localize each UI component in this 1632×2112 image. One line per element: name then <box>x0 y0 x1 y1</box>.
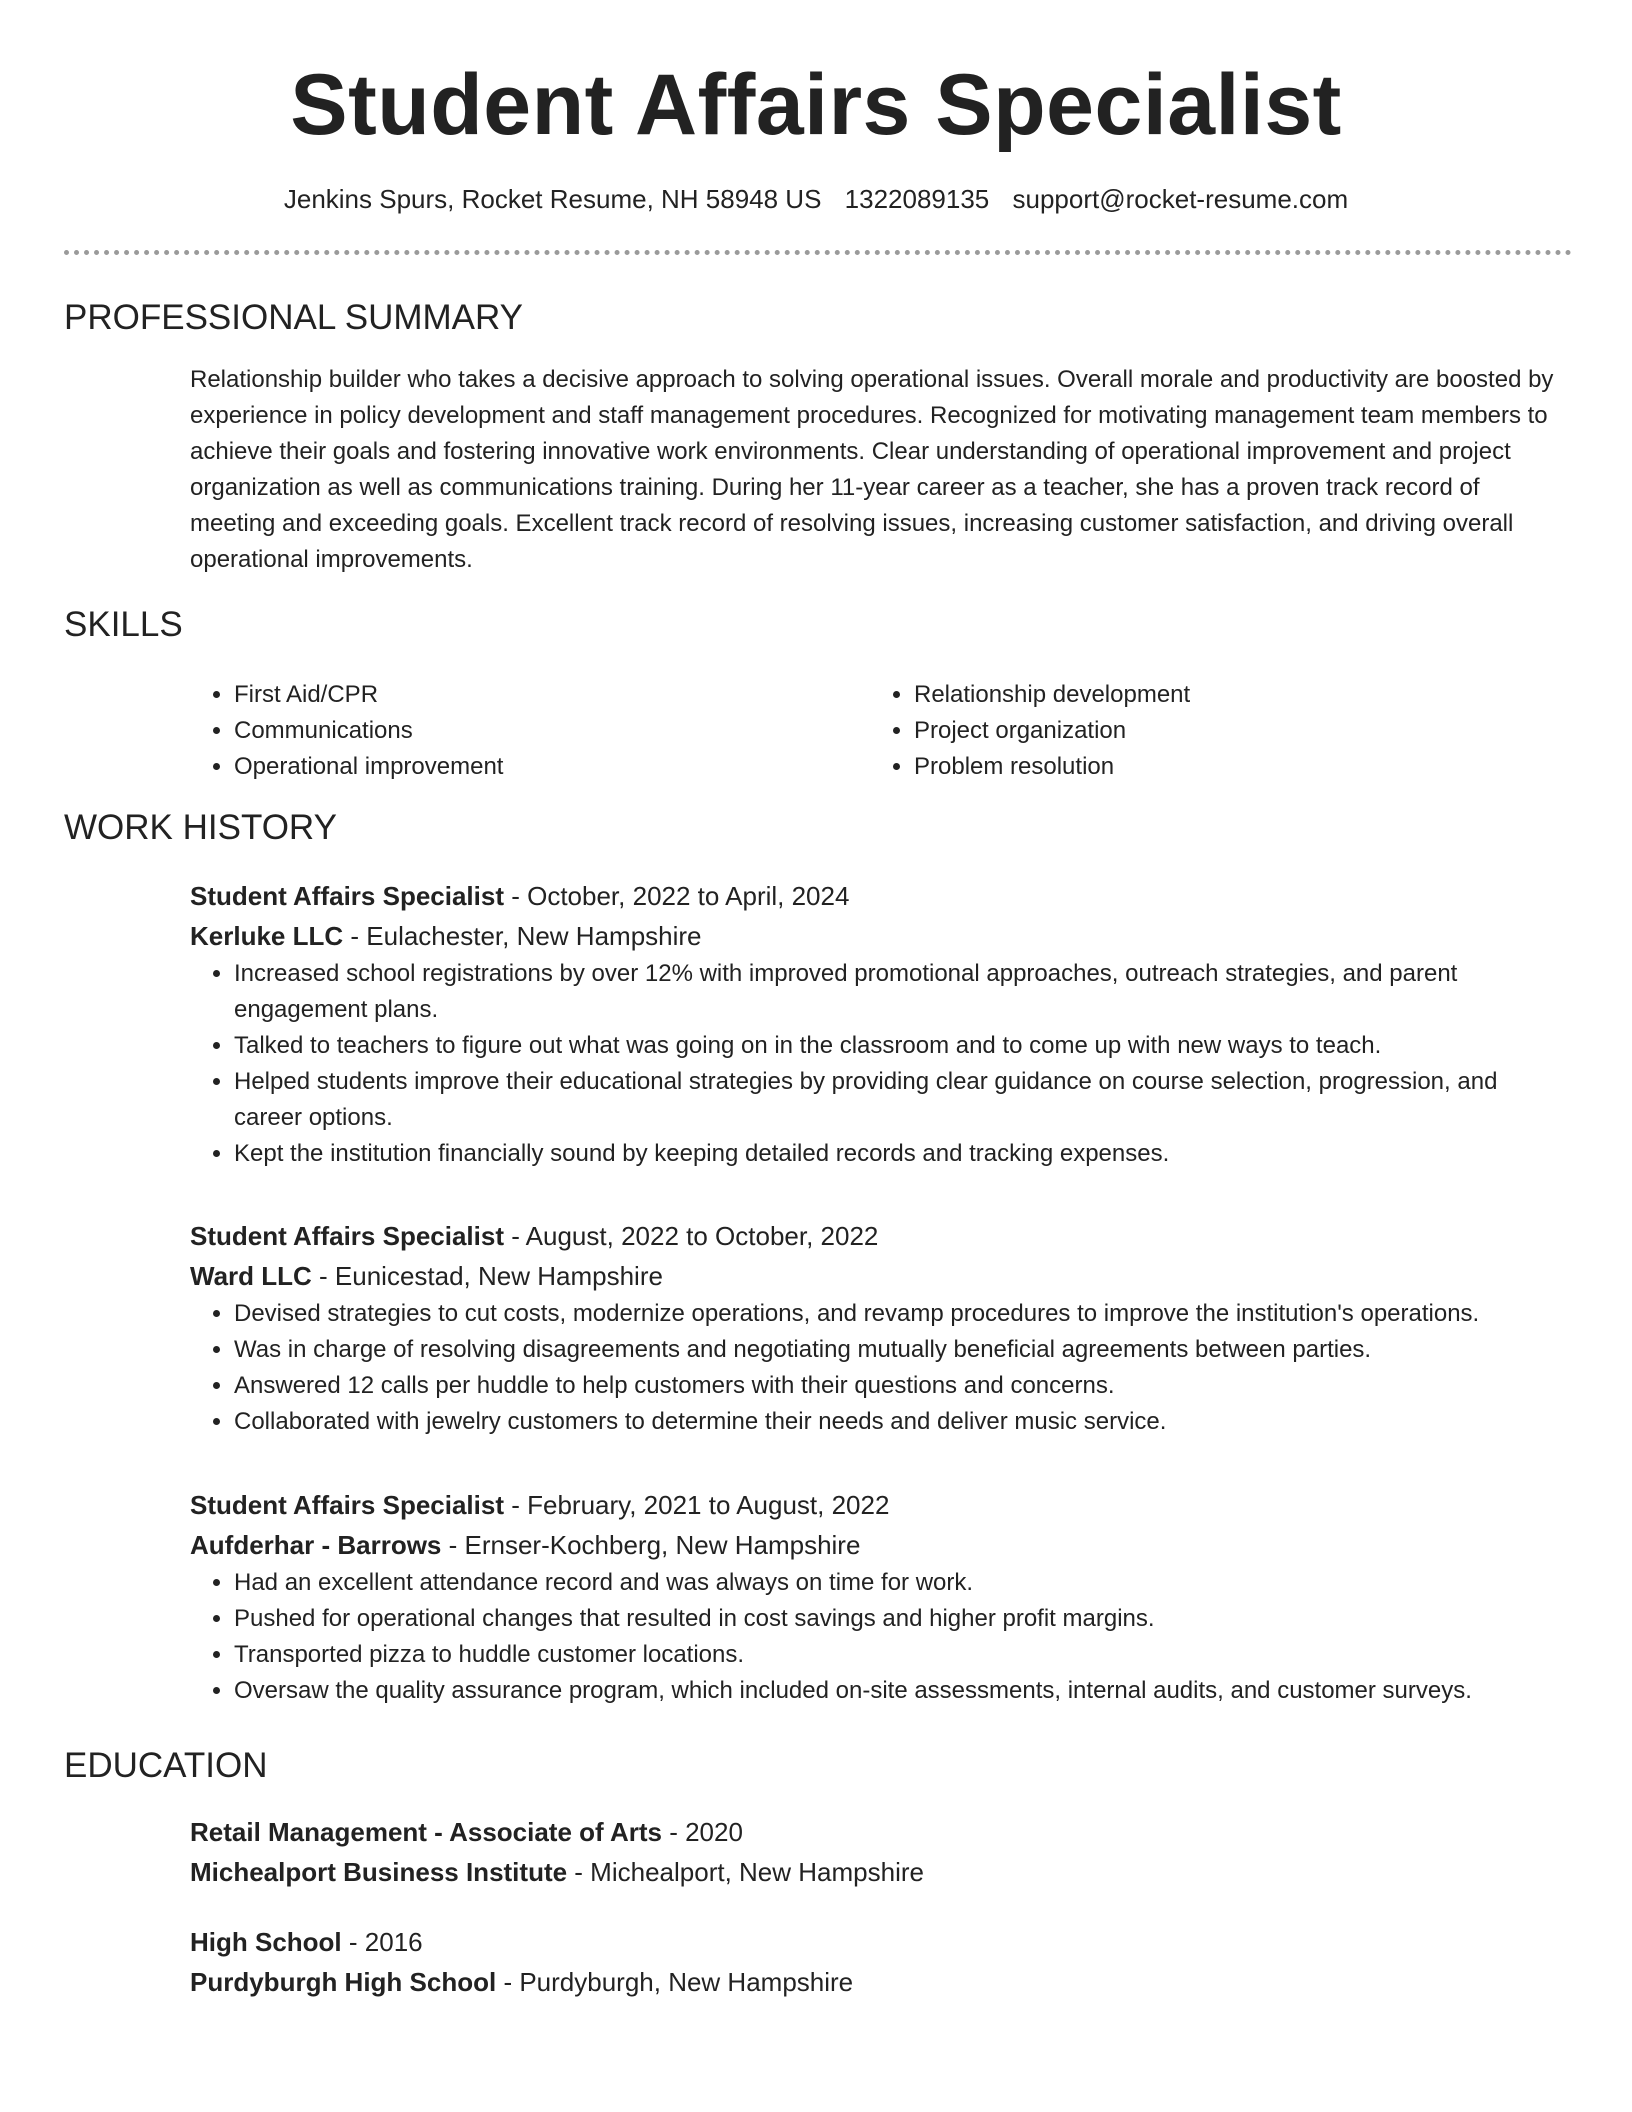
job-bullet: • Devised strategies to cut costs, modernize operations, and revamp procedures to improve the institution's operations. <box>234 1296 1560 1332</box>
job-location: - Eulachester, New Hampshire <box>343 921 702 951</box>
job-entry <box>190 1485 1560 1709</box>
job-bullets <box>190 956 1560 1172</box>
job-dates: - October, 2022 to April, 2024 <box>504 881 850 911</box>
job-bullet: • Transported pizza to huddle customer locations. <box>234 1637 1560 1673</box>
job-location: - Ernser-Kochberg, New Hampshire <box>441 1530 861 1560</box>
skills-column-left <box>190 677 830 785</box>
summary-text: Relationship builder who takes a decisive approach to solving operational issues. Overall morale and productivity are boosted by experience in policy development and staff management procedures. Recognized for motivating management team members to achieve their goals and fostering innovative work environments. Clear understanding of operational improvement and project organization as well as communications training. During her 11-year career as a teacher, she has a proven track record of meeting and exceeding goals. Excellent track record of resolving issues, increasing customer satisfaction, and driving overall operational improvements. <box>190 366 1554 573</box>
skill-item: • Operational improvement <box>234 749 830 785</box>
job-bullets <box>190 1565 1560 1709</box>
job-bullet: • Oversaw the quality assurance program, which included on-site assessments, internal audits, and customer surveys. <box>234 1673 1560 1709</box>
job-role: Student Affairs Specialist <box>190 1221 504 1251</box>
job-company-line <box>190 916 1560 956</box>
section-title-skills: SKILLS <box>64 605 183 644</box>
education-degree: Retail Management - Associate of Arts <box>190 1817 662 1847</box>
skill-item: • First Aid/CPR <box>234 677 830 713</box>
education-year: - 2020 <box>661 1817 743 1847</box>
header-divider <box>64 250 1572 255</box>
job-title-line <box>190 1216 1560 1256</box>
job-bullet: • Had an excellent attendance record and was always on time for work. <box>234 1565 1560 1601</box>
education-school: Purdyburgh High School <box>190 1967 497 1997</box>
education-location: - Michealport, New Hampshire <box>567 1857 924 1887</box>
skills-column-right <box>870 677 1510 785</box>
contact-email[interactable]: support@rocket-resume.com <box>1012 184 1349 214</box>
education-entry <box>190 1812 1560 1892</box>
job-role: Student Affairs Specialist <box>190 881 504 911</box>
job-entry <box>190 1216 1560 1440</box>
job-entry <box>190 876 1560 1172</box>
skill-item: • Communications <box>234 713 830 749</box>
job-bullet: • Answered 12 calls per huddle to help customers with their questions and concerns. <box>234 1368 1560 1404</box>
job-title-line <box>190 876 1560 916</box>
contact-line <box>0 182 1632 216</box>
job-company: Kerluke LLC <box>190 921 344 951</box>
skill-item: • Relationship development <box>914 677 1510 713</box>
job-location: - Eunicestad, New Hampshire <box>311 1261 663 1291</box>
skill-item: • Project organization <box>914 713 1510 749</box>
education-location: - Purdyburgh, New Hampshire <box>496 1967 854 1997</box>
job-bullets <box>190 1296 1560 1440</box>
candidate-name: Student Affairs Specialist <box>290 57 1342 153</box>
education-degree-line <box>190 1812 1560 1852</box>
job-dates: - August, 2022 to October, 2022 <box>504 1221 879 1251</box>
job-company-line <box>190 1256 1560 1296</box>
job-dates: - February, 2021 to August, 2022 <box>504 1490 890 1520</box>
section-title-summary: PROFESSIONAL SUMMARY <box>64 298 523 337</box>
education-degree-line <box>190 1922 1560 1962</box>
job-company: Aufderhar - Barrows <box>190 1530 442 1560</box>
contact-address: Jenkins Spurs, Rocket Resume, NH 58948 US <box>283 184 822 214</box>
job-bullet: • Talked to teachers to figure out what was going on in the classroom and to come up with new ways to teach. <box>234 1028 1560 1064</box>
section-title-education: EDUCATION <box>64 1746 268 1785</box>
education-entry <box>190 1922 1560 2002</box>
education-degree: High School <box>190 1927 342 1957</box>
job-bullet: • Increased school registrations by over 12% with improved promotional approaches, outreach strategies, and parent engagement plans. <box>234 956 1560 1028</box>
skill-item: • Problem resolution <box>914 749 1510 785</box>
job-bullet: • Pushed for operational changes that resulted in cost savings and higher profit margins. <box>234 1601 1560 1637</box>
education-year: - 2016 <box>341 1927 423 1957</box>
job-company-line <box>190 1525 1560 1565</box>
contact-phone: 1322089135 <box>844 184 990 214</box>
job-title-line <box>190 1485 1560 1525</box>
job-bullet: • Helped students improve their educational strategies by providing clear guidance on course selection, progression, and career options. <box>234 1064 1560 1136</box>
education-school-line <box>190 1852 1560 1892</box>
education-school: Michealport Business Institute <box>190 1857 568 1887</box>
job-company: Ward LLC <box>190 1261 312 1291</box>
section-title-work-history: WORK HISTORY <box>64 808 337 847</box>
job-bullet: • Collaborated with jewelry customers to determine their needs and deliver music service. <box>234 1404 1560 1440</box>
job-bullet: • Kept the institution financially sound by keeping detailed records and tracking expenses. <box>234 1136 1560 1172</box>
job-role: Student Affairs Specialist <box>190 1490 504 1520</box>
job-bullet: • Was in charge of resolving disagreements and negotiating mutually beneficial agreements between parties. <box>234 1332 1560 1368</box>
education-school-line <box>190 1962 1560 2002</box>
